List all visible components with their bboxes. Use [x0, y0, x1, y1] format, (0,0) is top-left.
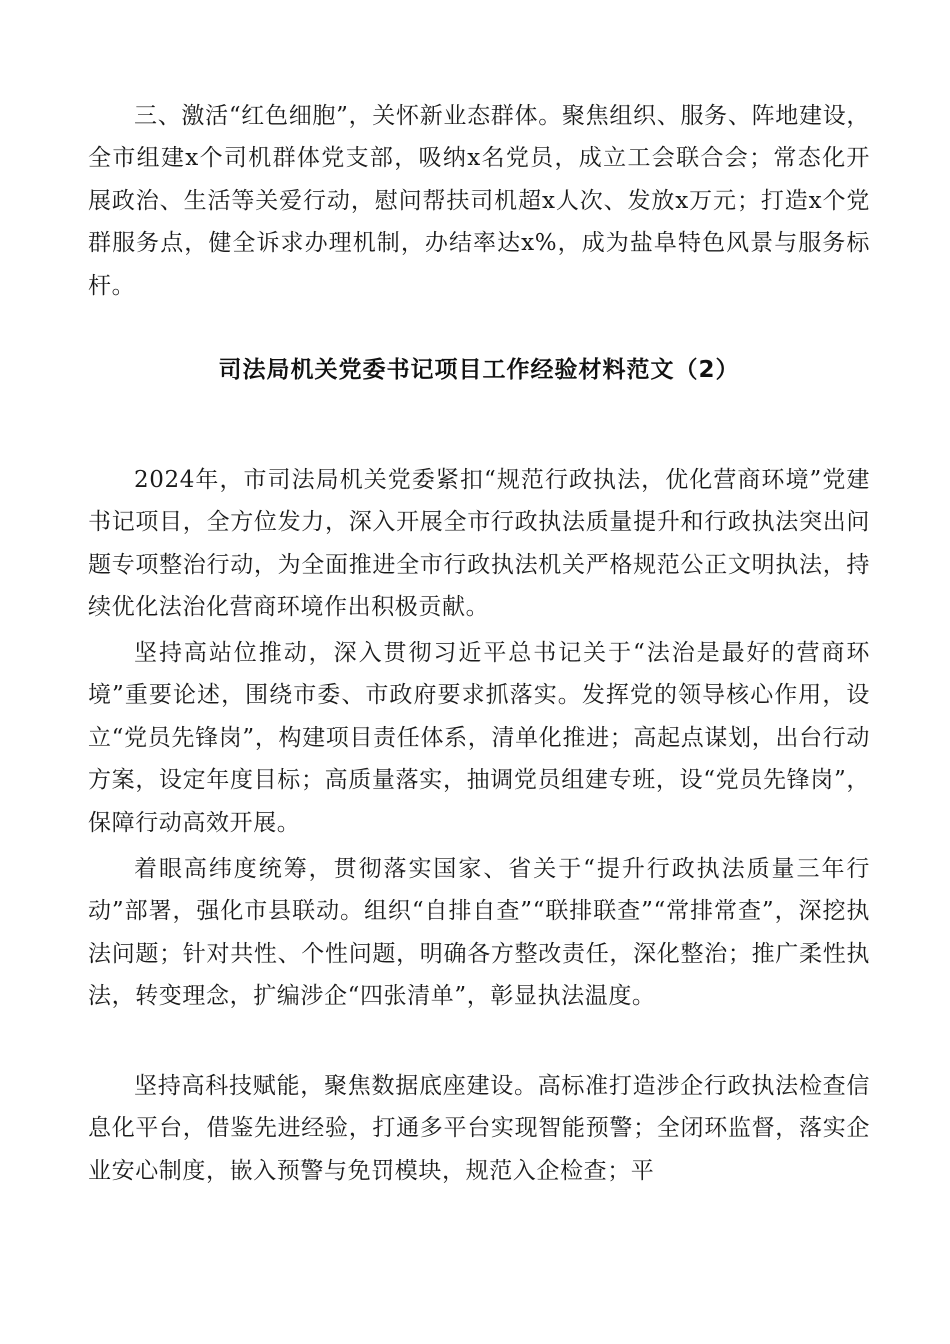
paragraph-high-tech: 坚持高科技赋能，聚焦数据底座建设。高标准打造涉企行政执法检查信息化平台，借鉴先进经验，打通多平台实现智能预警；全闭环监督，落实企业安心制度，嵌入预警与免罚模块，规范入企检查；平: [88, 1073, 870, 1184]
paragraph-high-dimension: 着眼高纬度统筹，贯彻落实国家、省关于“提升行政执法质量三年行动”部署，强化市县联动。组织“自排自查”“联排联查”“常排常查”，深挖执法问题；针对共性、个性问题，明确各方整改责任，深化整治；推广柔性执法，转变理念，扩编涉企“四张清单”，彰显执法温度。: [88, 856, 870, 1010]
paragraph-new-business-groups: 三、激活“红色细胞”，关怀新业态群体。聚焦组织、服务、阵地建设，全市组建x个司机群体党支部，吸纳x名党员，成立工会联合会；常态化开展政治、生活等关爱行动，慰问帮扶司机超x人次、发放x万元；打造x个党群服务点，健全诉求办理机制，办结率达x%，成为盐阜特色风景与服务标杆。: [88, 103, 870, 299]
section-title: 司法局机关党委书记项目工作经验材料范文（2）: [218, 357, 740, 383]
paragraph-intro-2024: 2024年，市司法局机关党委紧扣“规范行政执法，优化营商环境”党建书记项目，全方位发力，深入开展全市行政执法质量提升和行政执法突出问题专项整治行动，为全面推进全市行政执法机关严格规范公正文明执法，持续优化法治化营商环境作出积极贡献。: [88, 467, 870, 621]
paragraph-high-position: 坚持高站位推动，深入贯彻习近平总书记关于“法治是最好的营商环境”重要论述，围绕市委、市政府要求抓落实。发挥党的领导核心作用，设立“党员先锋岗”，构建项目责任体系，清单化推进；高起点谋划，出台行动方案，设定年度目标；高质量落实，抽调党员组建专班，设“党员先锋岗”，保障行动高效开展。: [88, 640, 870, 836]
